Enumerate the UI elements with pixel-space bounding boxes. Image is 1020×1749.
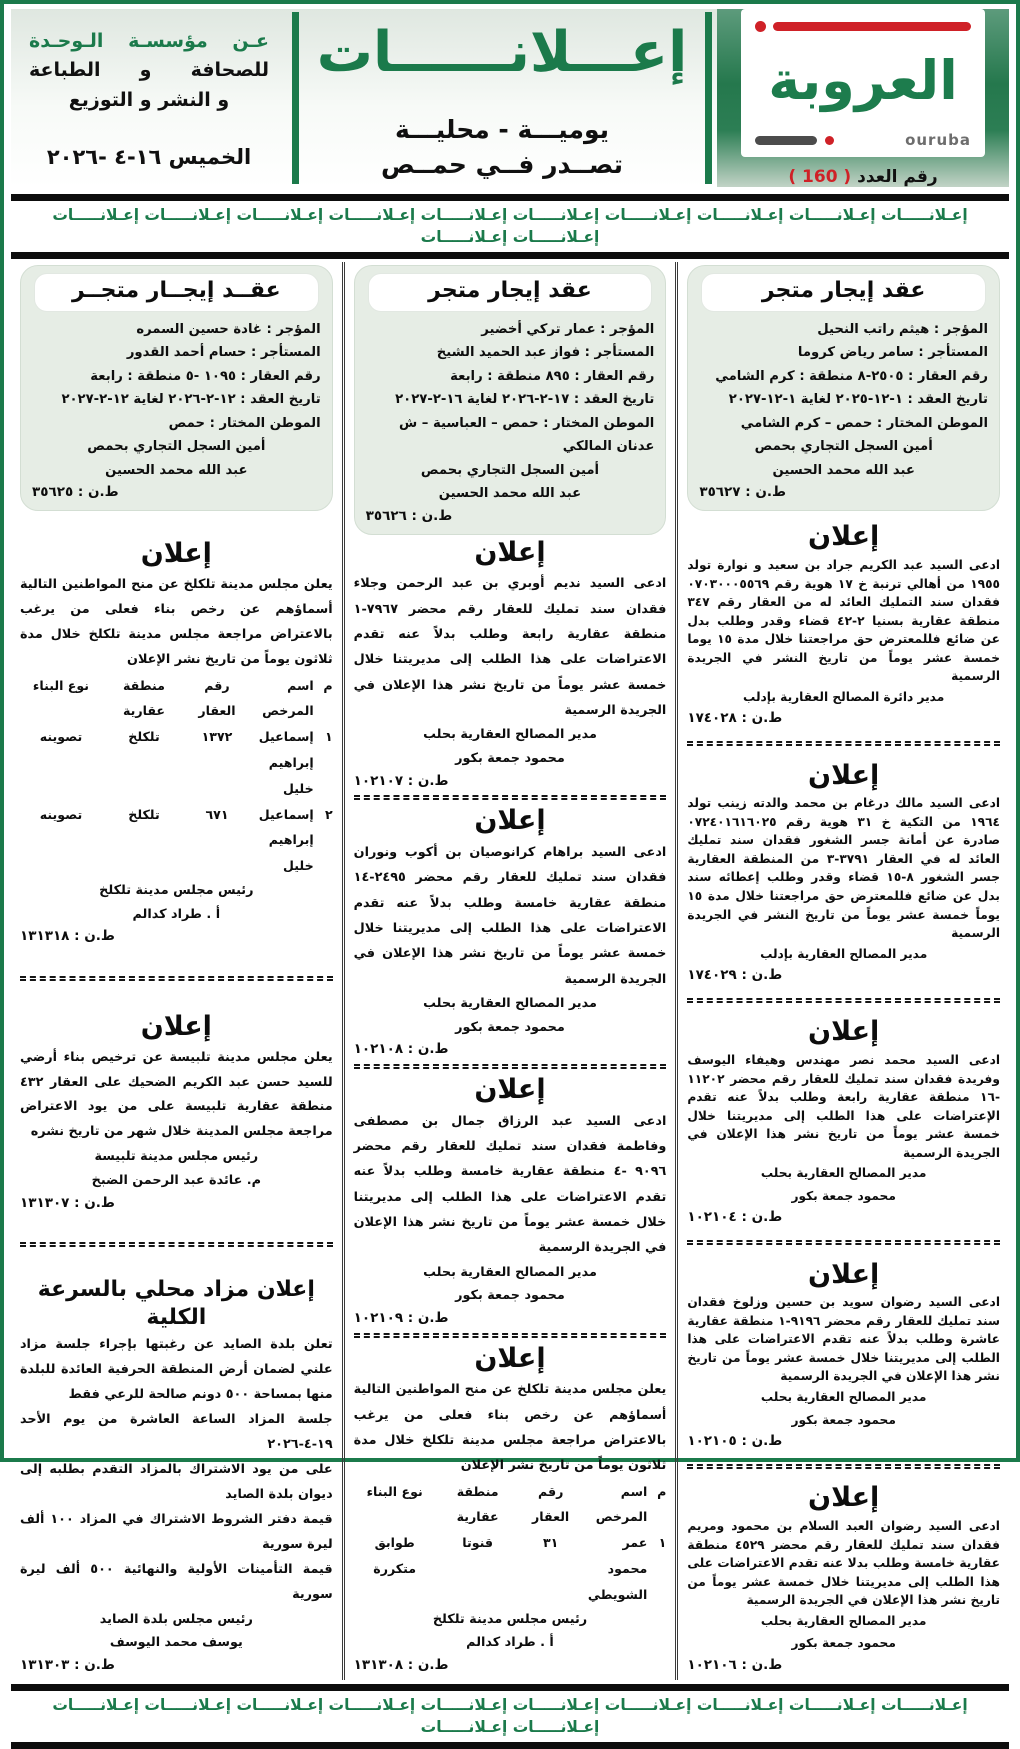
announcement-body: ادعى السيد محمد نصر مهندس وهيفاء اليوسف وفريدة فقدان سند تمليك للعقار رقم محضر ١١٢٠٢ -١٦ منطقة عقارية رابعة وطلب بدلاً عنه تقدم الإعتراضات على هذا الطلب إلى مديريتنا خلال خمسة عشر يوماً من تاريخ نشر هذا الإعلان في الجريدة الرسمية — [687, 1053, 1000, 1160]
signature-name: أ . طراد كدالم — [132, 906, 221, 922]
property-number-line: رقم العقار : ٢٥٠٥-٨ منطقة : كرم الشامي — [715, 368, 988, 384]
signature-office: رئيس مجلس بلدة الصايد — [99, 1611, 253, 1627]
masthead-divider — [705, 12, 712, 184]
contract-date-line: تاريخ العقد : ١-١٢-٢٠٢٥ لغاية ١-١٢-٢٠٢٧ — [728, 392, 988, 408]
logo-red-dot — [755, 21, 766, 32]
announcement-title: إعلان — [808, 1016, 880, 1048]
bottom-banner — [11, 1684, 1009, 1749]
lessee-line: المستأجر : حسام أحمد القدور — [126, 345, 321, 361]
signature-office: مدير دائرة المصالح العقارية بإدلب — [743, 689, 945, 704]
logo-latin-wordmark: ouruba — [905, 131, 971, 149]
banner-rule — [11, 1742, 1009, 1749]
signature-name: أ . طراد كدالم — [466, 1635, 554, 1651]
signature-office: مدير المصالح العقارية بحلب — [760, 1613, 927, 1628]
announcement-body: ادعى السيد مالك درغام بن محمد والدته زينب تولد ١٩٦٤ من التكية خ ٣١ هوية رقم ٠٧٢٤٠١٦١٦٠٢٥ صادرة عن أمانة جسر الشغور فقدان سند تمليك العائد له في العقار ٣٧٩١-٣ من المنطقة العقارية جسر الشغور ٨-١٥ قضاء وقدر وطلب إعطائه سند بدل عن ضائع فللمعترض حق مراجعتنا خلال مدة ١٥ يوماً خمسة عشر يوماً من تاريخ النشر في الجريدة الرسمية — [687, 796, 1000, 941]
column-middle — [345, 262, 679, 1680]
contract-date-line: تاريخ العقد : ١٧-٢-٢٠٢٦ لغاية ١٦-٢-٢٠٢٧ — [395, 392, 655, 408]
announcement-body: ادعى السيد براهام كرانوصيان بن أكوب ونوران فقدان سند تمليك للعقار رقم محضر ٢٤٩٥-١٤ منطقة عقارية خامسة وطلب بدلاً عنه تقدم الاعتراضات على هذا الطلب إلى مديريتنا خلال خمسة عشر يوماً من تاريخ نشر هذا الإعلان في الجريدة الرسمية — [353, 844, 667, 987]
cell-licensee: عمر محمود الشويطي — [587, 1535, 648, 1602]
signature-name: محمود جمعة بكور — [455, 1019, 565, 1035]
property-number-line: رقم العقار : ٨٩٥ منطقة : رابعة — [450, 368, 655, 384]
domicile-line: الموطن المختار : حمص – كرم الشامي — [740, 415, 988, 431]
publication-ref: ط.ن : ١٧٤٠٢٩ — [687, 967, 783, 984]
masthead-divider — [292, 12, 299, 184]
lessor-line: المؤجر : غادة حسين السمره — [136, 321, 321, 337]
registrar-name: عبد الله محمد الحسين — [438, 486, 582, 502]
publication-ref: ط.ن : ١٣١٣٠٧ — [19, 1194, 115, 1211]
registrar-title: أمين السجل التجاري بحمص — [87, 439, 266, 455]
auction-deposit-line: قيمة التأمينات الأولية والنهائية ٥٠٠ ألف ليرة سورية — [19, 1561, 333, 1602]
lease-contract-box — [687, 265, 1000, 511]
publication-ref: ط.ن : ٣٥٦٢٦ — [365, 507, 453, 524]
issue-label: رقم العدد — [857, 167, 938, 187]
announcement-body: تعلن بلدة الصايد عن رغبتها بإجراء جلسة مزاد علني لضمان أرض المنطقة الحرفية العائدة للبلدة منها بمساحة ٥٠٠ دونم صالحة للرعي فقط — [19, 1337, 333, 1403]
signature-name: محمود جمعة بكور — [455, 1288, 565, 1304]
lease-contract-box — [20, 265, 333, 511]
logo-red-bar — [773, 22, 971, 31]
signature-office: مدير المصالح العقارية بحلب — [423, 995, 597, 1011]
announcement — [687, 1257, 1000, 1453]
cell-build-type: تصوينه — [39, 806, 83, 822]
publication-ref: ط.ن : ٣٥٦٢٥ — [31, 484, 119, 501]
lease-title: عقــد إيجــار متجــر — [34, 273, 319, 312]
cell-zone: تلكلخ — [128, 729, 160, 745]
lessee-line: المستأجر : سامر رياض كروما — [797, 345, 988, 361]
announcement — [20, 1009, 333, 1215]
publication-ref: ط.ن : ١٠٢١٠٨ — [353, 1041, 449, 1058]
announcement-body: ادعى السيد عبد الرزاق جمال بن مصطفى وفاطمة فقدان سند تمليك للعقار رقم محضر ٩٠٩٦ -٤ منطقة عقارية خامسة وطلب بدلاً عنه تقدم الاعتراضات على هذا الطلب إلى مديريتنا خلال خمسة عشر يوماً من تاريخ نشر هذا الإعلان في الجريدة الرسمية — [353, 1113, 667, 1256]
cell-licensee: إسماعيل إبراهيم خليل — [258, 806, 314, 874]
publication-ref: ط.ن : ١٠٢١٠٩ — [353, 1309, 449, 1326]
column-left — [11, 262, 345, 1680]
banner-rule — [11, 194, 1009, 201]
announcement-body: يعلن مجلس مدينة تلبيسة عن ترخيص بناء أرضي للسيد حسن عبد الكريم الضحيك على العقار ٤٣٢ منطقة عقارية تلبيسة على من يود الاعتراض مراجعة مجلس المدينة خلال شهر من تاريخ نشره — [19, 1049, 333, 1140]
col-index: م — [657, 1483, 667, 1499]
permit-table-row — [20, 802, 333, 879]
dashed-separator — [354, 795, 667, 800]
announcement — [687, 758, 1000, 987]
announcement-title: إعلان — [474, 1342, 546, 1374]
masthead — [11, 9, 1009, 187]
lease-title: عقد إيجار متجر — [701, 273, 986, 312]
publication-ref: ط.ن : ١٣١٣٠٣ — [19, 1656, 115, 1673]
newspaper-logo — [741, 9, 985, 157]
logo-bottom-row — [755, 131, 971, 149]
announcement-body: ادعى السيد عبد الكريم جراد بن سعيد و نوارة تولد ١٩٥٥ من أهالي ترنبة خ ١٧ هوية رقم ٠٧٠٣٠٠٠٥٥٦٩ فقدان سند التمليك العائد له من العقار رقم ٣٤٧ منطقة عقارية بسنيا ٢-٤٢ قضاء وقدر وطلب بدل عن ضائع فللمعترض حق مراجعتنا خلال مدة ١٥ يوما خمسة عشر يوماً من تاريخ النشر في الجريدة الرسمية — [687, 558, 1000, 684]
publication-ref: ط.ن : ١٠٢١٠٦ — [687, 1656, 783, 1673]
dashed-separator — [20, 976, 333, 981]
announcement-title: إعلان — [140, 1010, 212, 1042]
publisher-line-3: و النشر و التوزيع — [68, 88, 230, 111]
col-licensee: اسم المرخص — [262, 677, 314, 719]
announcement — [354, 1341, 667, 1677]
cell-index: ١ — [324, 729, 333, 745]
announcement-title: إعلان — [808, 1258, 880, 1290]
signature-office: رئيس مجلس مدينة تلكلخ — [99, 883, 254, 899]
domicile-line: الموطن المختار : حمص — [168, 415, 321, 431]
announcement-title: إعلان — [808, 521, 880, 553]
publisher-line-1: عـن مؤسسـة الـوحـدة — [29, 30, 269, 52]
announcement — [687, 1480, 1000, 1676]
cell-zone: تلكلخ — [128, 806, 160, 822]
cell-index: ٢ — [324, 806, 333, 822]
domicile-line: الموطن المختار : حمص – العباسية – ش عدنان المالكي — [398, 415, 655, 455]
publication-ref: ط.ن : ١٧٤٠٢٨ — [687, 710, 783, 727]
cell-licensee: إسماعيل إبراهيم خليل — [258, 729, 314, 796]
dashed-separator — [354, 1064, 667, 1069]
lessor-line: المؤجر : عمار تركي أخضير — [481, 321, 655, 337]
publication-ref: ط.ن : ١٣١٣٠٨ — [353, 1656, 449, 1673]
paper-subtitle-frequency: يوميـــة - محليـــة — [394, 115, 610, 144]
permit-table-row — [20, 724, 333, 801]
signature-name: محمود جمعة بكور — [791, 1188, 896, 1203]
col-parcel: رقم العقار — [198, 677, 236, 719]
announcement-title: إعلان — [808, 1482, 880, 1514]
registrar-name: عبد الله محمد الحسين — [105, 462, 248, 478]
announcement — [354, 535, 667, 793]
signature-office: مدير المصالح العقارية بحلب — [760, 1166, 927, 1181]
signature-name: محمود جمعة بكور — [791, 1412, 896, 1427]
logo-red-dot-2 — [825, 136, 834, 145]
logo-top-row — [755, 21, 971, 32]
signature-name: يوسف محمد اليوسف — [109, 1635, 243, 1651]
announcement — [687, 1014, 1000, 1229]
announcement-body: ادعى السيد رضوان سويد بن حسين وزلوخ فقدان سند تمليك للعقار رقم محضر ٩١٩٦-١ منطقة عقارية عاشرة وطلب بدلاً عنه تقدم الاعتراضات على هذا الطلب إلى مديريتنا خلال خمسة عشر يوماً من تاريخ نشر هذا الإعلان في الجريدة الرسمية — [687, 1295, 1000, 1384]
publication-ref: ط.ن : ١٣١٣١٨ — [19, 928, 115, 945]
cell-parcel: ٦٧١ — [205, 806, 229, 822]
permit-table-header — [20, 673, 333, 725]
lessee-line: المستأجر : فواز عبد الحميد الشيخ — [436, 345, 655, 361]
col-zone: منطقة عقارية — [122, 677, 165, 719]
signature-office: مدير المصالح العقارية بحلب — [423, 1264, 597, 1280]
dashed-separator — [20, 1242, 333, 1247]
banner-repeated-text: إعـلانـــــات إعـلانـــــات إعـلانـــــات إعـلانـــــات إعـلانـــــات إعـلانـــــات إعـلانـــــات إعـلانـــــات إعـلانـــــات إعـلانـــــات إعـلانـــــات إعـلانـــــات — [52, 1695, 968, 1737]
signature-office: رئيس مجلس مدينة تلكلخ — [432, 1611, 588, 1627]
dashed-separator — [687, 1464, 1000, 1469]
announcement-title: إعلان مزاد محلي بالسرعة الكلية — [37, 1277, 315, 1330]
issue-date: الخميس ١٦-٤ -٢٠٢٦ — [46, 145, 252, 169]
banner-repeated-text: إعـلانـــــات إعـلانـــــات إعـلانـــــات إعـلانـــــات إعـلانـــــات إعـلانـــــات إعـلانـــــات إعـلانـــــات إعـلانـــــات إعـلانـــــات إعـلانـــــات إعـلانـــــات — [52, 206, 968, 247]
announcement — [354, 803, 667, 1061]
column-right — [678, 262, 1009, 1680]
registrar-title: أمين السجل التجاري بحمص — [754, 439, 933, 455]
auction-terms-price-line: قيمة دفتر الشروط الاشتراك في المزاد ١٠٠ ألف ليرة سورية — [19, 1511, 333, 1552]
banner-rule — [11, 252, 1009, 259]
announcement-body: ادعى السيد رضوان العبد السلام بن محمود ومريم فقدان سند تمليك للعقار رقم محضر ٤٥٢٩ منطقة عقارية خامسة وطلب بدلا عنه تقدم الاعتراضات على هذا الطلب إلى مديريتنا خلال خمسة عشر يوماً من تاريخ نشر هذا الإعلان في الجريدة الرسمية — [687, 1519, 1000, 1608]
cell-zone: قنوتا — [462, 1535, 494, 1551]
cell-build-type: تصوينه — [39, 729, 83, 745]
col-build-type: نوع البناء — [32, 677, 90, 693]
publication-ref: ط.ن : ١٠٢١٠٤ — [687, 1209, 783, 1226]
paper-subtitle-city: تصــدر فــي حمــص — [380, 150, 624, 179]
cell-parcel: ١٣٧٢ — [201, 729, 233, 745]
permit-table-header — [354, 1479, 667, 1531]
col-build-type: نوع البناء — [366, 1483, 423, 1499]
registrar-title: أمين السجل التجاري بحمص — [420, 462, 600, 478]
cell-build-type: طوابق متكررة — [373, 1535, 417, 1576]
logo-arabic-wordmark: العروبة — [768, 49, 958, 113]
announcement-title: إعلان — [474, 536, 546, 568]
contract-date-line: تاريخ العقد : ١٢-٢-٢٠٢٦ لغاية ١٢-٢-٢٠٢٧ — [61, 392, 321, 408]
top-banner — [11, 194, 1009, 259]
announcement-body: يعلن مجلس مدينة تلكلخ عن منح المواطنين التالية أسماؤهم عن رخص بناء فعلى من يرغب بالاعتراض مراجعة مجلس مدينة تلكلخ خلال مدة ثلاثون يوماً من تاريخ نشر الإعلان — [353, 1382, 667, 1474]
masthead-center — [304, 9, 700, 187]
announcement-title: إعلان — [140, 537, 212, 569]
classifieds-columns — [11, 262, 1009, 1680]
cell-index: ١ — [658, 1535, 667, 1551]
signature-name: محمود جمعة بكور — [791, 1636, 896, 1651]
dashed-separator — [687, 998, 1000, 1003]
announcement-body: يعلن مجلس مدينة تلكلخ عن منح المواطنين التالية أسماؤهم عن رخص بناء فعلى من يرغب بالاعتراض مراجعة مجلس مدينة تلكلخ خلال مدة ثلاثون يوماً من تاريخ نشر الإعلان — [19, 576, 333, 667]
permit-table-row — [354, 1530, 667, 1607]
col-zone: منطقة عقارية — [456, 1483, 499, 1525]
publication-ref: ط.ن : ٣٥٦٢٧ — [699, 484, 787, 501]
dashed-separator — [687, 1240, 1000, 1245]
announcement-title: إعلان — [474, 805, 546, 837]
issue-number-line — [788, 167, 937, 187]
col-index: م — [323, 677, 333, 693]
signature-name: محمود جمعة بكور — [455, 750, 565, 766]
dashed-separator — [687, 741, 1000, 746]
auction-participation-line: على من يود الاشتراك بالمزاد التقدم بطلبه إلى ديوان بلدة الصايد — [19, 1461, 333, 1502]
col-parcel: رقم العقار — [532, 1483, 570, 1525]
announcement — [354, 1072, 667, 1330]
announcement — [20, 536, 333, 948]
property-number-line: رقم العقار : ١٠٩٥ -٥ منطقة : رابعة — [90, 368, 321, 384]
logo-gray-bar — [755, 136, 817, 145]
signature-name: م. عائدة عبد الرحمن الضبخ — [91, 1173, 262, 1189]
lease-title: عقد إيجار متجر — [368, 273, 653, 312]
dashed-separator — [354, 1333, 667, 1338]
publication-ref: ط.ن : ١٠٢١٠٥ — [687, 1433, 783, 1450]
auction-announcement — [20, 1275, 333, 1676]
signature-office: رئيس مجلس مدينة تلبيسة — [94, 1149, 259, 1165]
lessor-line: المؤجر : هيثم راتب النحيل — [817, 321, 988, 337]
registrar-name: عبد الله محمد الحسين — [772, 462, 915, 478]
signature-office: مدير المصالح العقارية بحلب — [423, 727, 597, 743]
announcement — [687, 519, 1000, 730]
auction-session-line: جلسة المزاد الساعة العاشرة من يوم الأحد ١٩-٤-٢٠٢٦ — [19, 1412, 333, 1452]
signature-office: مدير المصالح العقارية بإدلب — [760, 946, 928, 961]
publisher-panel — [11, 9, 287, 187]
page-title: إعـــلانــــــات — [316, 20, 688, 85]
cell-parcel: ٣١ — [542, 1535, 559, 1551]
logo-panel — [717, 9, 1009, 187]
announcement-title: إعلان — [474, 1073, 546, 1105]
announcement-title: إعلان — [808, 759, 880, 791]
col-licensee: اسم المرخص — [595, 1483, 648, 1525]
banner-rule — [11, 1684, 1009, 1691]
issue-number: ( 160 ) — [788, 167, 852, 187]
publisher-line-2: للصحافة و الطباعة — [29, 59, 269, 82]
publication-ref: ط.ن : ١٠٢١٠٧ — [353, 772, 449, 789]
lease-contract-box — [354, 265, 667, 535]
signature-office: مدير المصالح العقارية بحلب — [760, 1390, 927, 1405]
announcement-body: ادعى السيد نديم أوبري بن عبد الرحمن وجلاء فقدان سند تمليك للعقار رقم محضر ٧٩٦٧-١ منطقة عقارية رابعة وطلب بدلاً عنه تقدم الاعتراضات على هذا الطلب إلى مديريتنا خلال خمسة عشر يوماً من تاريخ نشر هذا الإعلان في الجريدة الرسمية — [353, 576, 667, 718]
